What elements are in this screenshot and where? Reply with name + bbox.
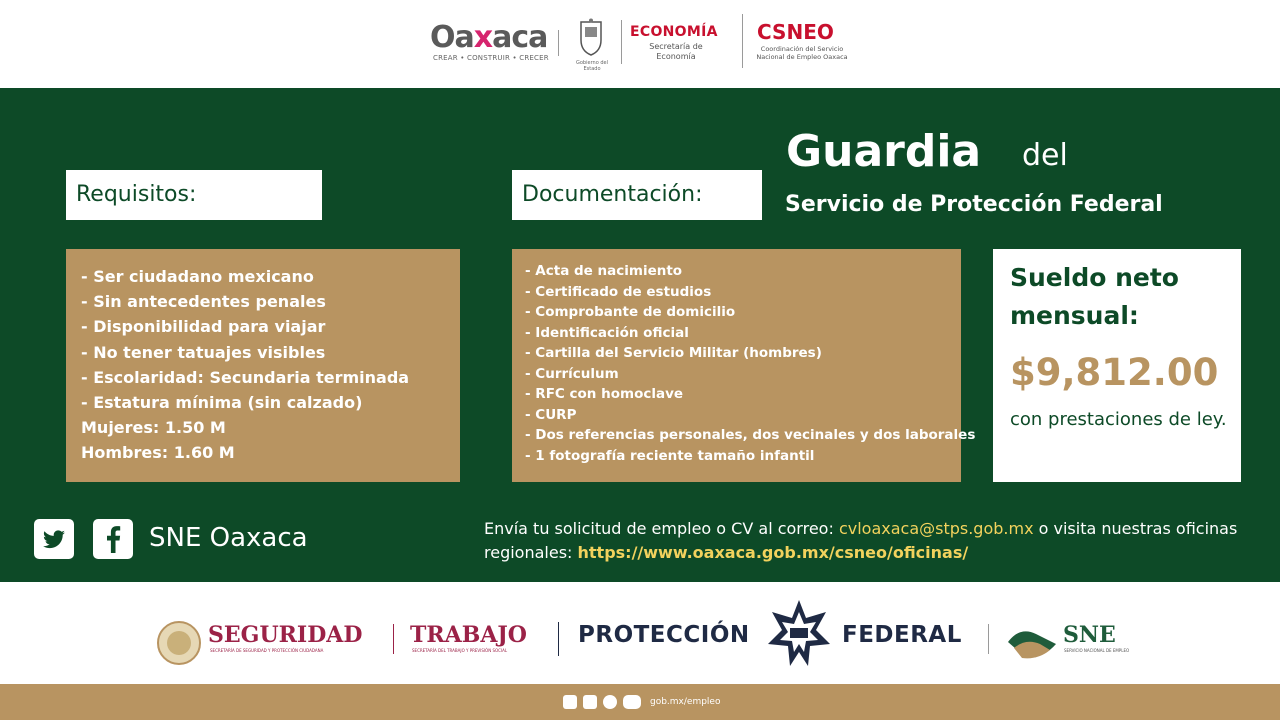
contact-info — [484, 517, 1264, 565]
seguridad-logo-text: SEGURIDAD — [208, 622, 363, 648]
oaxaca-logo: Oaxaca — [430, 20, 548, 55]
facebook-icon[interactable] — [563, 695, 577, 709]
social-handle: SNE Oaxaca — [149, 523, 308, 553]
partner-logos-bar — [0, 582, 1280, 684]
divider — [558, 622, 559, 656]
federal-logo-text: FEDERAL — [842, 622, 962, 648]
oaxaca-tagline: CREAR • CONSTRUIR • CRECER — [433, 54, 549, 62]
national-seal-icon — [156, 620, 202, 666]
job-subtitle: Servicio de Protección Federal — [785, 192, 1163, 217]
economia-subtitle: Secretaría de Economía — [649, 42, 703, 61]
facebook-icon[interactable] — [93, 519, 133, 559]
documentacion-label: Documentación: — [512, 170, 762, 220]
twitter-icon[interactable] — [34, 519, 74, 559]
salary-note: con prestaciones de ley. — [1010, 409, 1227, 430]
salary-heading-line: mensual: — [1010, 301, 1139, 330]
proteccion-logo-text: PROTECCIÓN — [578, 622, 750, 648]
list-item: Mujeres: 1.50 M — [81, 418, 226, 438]
trabajo-subtitle: SECRETARÍA DEL TRABAJO Y PREVISIÓN SOCIAL — [412, 648, 508, 653]
offices-url-link[interactable]: https://www.oaxaca.gob.mx/csneo/oficinas/ — [577, 543, 969, 562]
list-item: - 1 fotografía reciente tamaño infantil — [525, 447, 815, 464]
economia-title: ECONOMÍA — [630, 24, 718, 40]
trabajo-logo-text: TRABAJO — [410, 622, 527, 648]
salary-heading-line: Sueldo neto — [1010, 263, 1179, 292]
footer-site-link[interactable]: gob.mx/empleo — [650, 697, 721, 707]
divider — [621, 20, 622, 64]
list-item: - Ser ciudadano mexicano — [81, 267, 314, 286]
sne-subtitle: SERVICIO NACIONAL DE EMPLEO — [1064, 648, 1130, 653]
list-item: - Dos referencias personales, dos vecinales y dos laborales — [525, 427, 976, 443]
instagram-icon[interactable] — [603, 695, 617, 709]
divider — [558, 30, 559, 56]
contact-text: o visita nuestras oficinas regionales: — [484, 519, 1238, 562]
gobierno-caption: Gobierno del Estado — [576, 60, 608, 72]
list-item: Hombres: 1.60 M — [81, 443, 235, 463]
divider — [742, 14, 743, 68]
salary-amount: $9,812.00 — [1010, 351, 1219, 394]
list-item: - Currículum — [525, 365, 619, 382]
contact-text: Envía tu solicitud de empleo o CV al correo: — [484, 519, 839, 538]
contact-email-link[interactable]: cvloaxaca@stps.gob.mx — [838, 519, 1034, 538]
salary-heading — [1010, 259, 1241, 335]
sne-logo-text: SNE — [1063, 622, 1116, 648]
divider — [988, 624, 989, 654]
header-bar — [0, 0, 1280, 88]
job-title: Guardia — [786, 126, 982, 177]
list-item: - Certificado de estudios — [525, 283, 712, 300]
csneo-title: CSNEO — [757, 20, 834, 44]
list-item: - Acta de nacimiento — [525, 263, 683, 279]
list-item: - Escolaridad: Secundaria terminada — [81, 367, 410, 387]
twitter-icon[interactable] — [583, 695, 597, 709]
csneo-subtitle: Coordinación del Servicio Nacional de Empleo Oaxaca — [756, 45, 848, 61]
footer-bar — [0, 684, 1280, 720]
seguridad-subtitle: SECRETARÍA DE SEGURIDAD Y PROTECCIÓN CIUDADANA — [210, 648, 324, 653]
salary-card — [993, 249, 1241, 482]
list-item: - Sin antecedentes penales — [81, 292, 326, 312]
requisitos-label: Requisitos: — [66, 170, 322, 220]
list-item: - CURP — [525, 406, 577, 423]
youtube-icon[interactable] — [623, 695, 641, 709]
list-item: - Identificación oficial — [525, 324, 689, 341]
list-item: - Disponibilidad para viajar — [81, 317, 326, 337]
sne-hands-icon — [1006, 620, 1058, 662]
federal-star-badge-icon — [766, 598, 832, 668]
list-item: - Estatura mínima (sin calzado) — [81, 393, 363, 413]
requisitos-list — [66, 249, 460, 482]
job-title-connector: del — [1022, 138, 1068, 173]
list-item: - Cartilla del Servicio Militar (hombres) — [525, 345, 822, 361]
divider — [393, 624, 394, 654]
documentacion-list — [512, 249, 976, 482]
list-item: - RFC con homoclave — [525, 386, 684, 402]
list-item: - Comprobante de domicilio — [525, 304, 736, 320]
state-crest-icon — [578, 18, 604, 56]
list-item: - No tener tatuajes visibles — [81, 342, 326, 362]
